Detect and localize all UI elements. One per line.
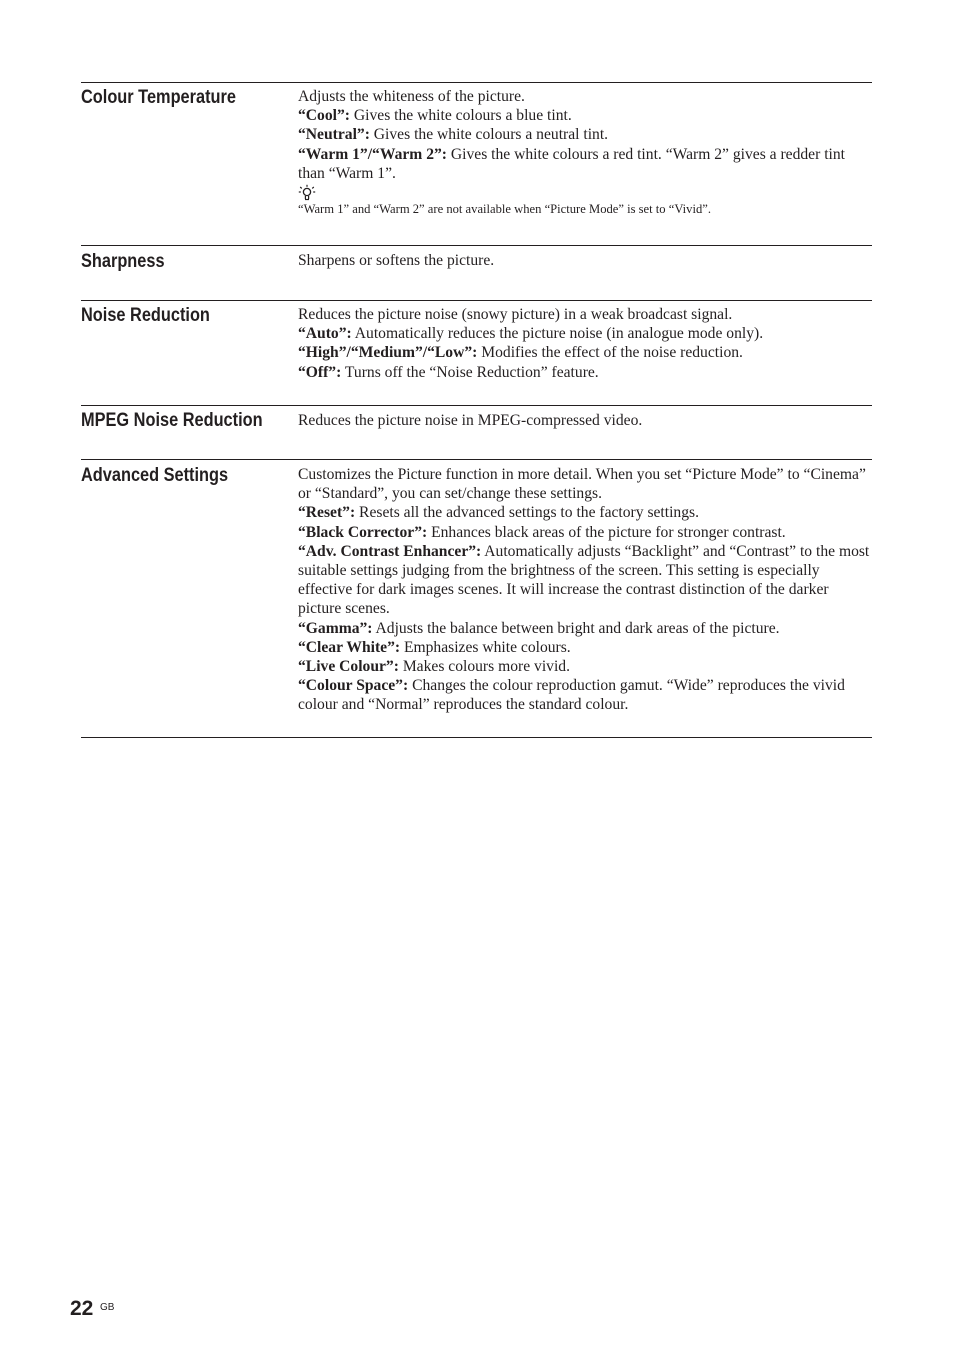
option-term: “Gamma”: (298, 619, 373, 637)
description-intro: Adjusts the whiteness of the picture. (298, 88, 525, 105)
setting-label-sharpness: Sharpness (81, 251, 165, 272)
option-line (298, 324, 872, 343)
option-text: Modifies the effect of the noise reduction. (477, 344, 743, 362)
page-language-suffix: GB (100, 1302, 115, 1313)
description-intro: Customizes the Picture function in more detail. When you set “Picture Mode” to “Cinema” or “Standard”, you can set/change these settings. (298, 466, 866, 503)
setting-label-colour-temperature: Colour Temperature (81, 87, 236, 108)
note-text: “Warm 1” and “Warm 2” are not available when “Picture Mode” is set to “Vivid”. (298, 202, 711, 217)
lightbulb-icon (298, 184, 316, 202)
option-text: Makes colours more vivid. (398, 658, 570, 676)
page-number: 22 (70, 1297, 94, 1320)
option-line (298, 542, 872, 619)
option-term: “Cool”: (298, 107, 350, 125)
option-line (298, 619, 872, 638)
option-text: Changes the colour reproduction gamut. “Wide” reproduces the vivid colour and “Normal” reproduces the standard colour. (298, 677, 845, 714)
option-term: “Clear White”: (298, 638, 401, 656)
setting-description-mpeg-noise-reduction (298, 411, 872, 430)
option-text: Automatically reduces the picture noise (in analogue mode only). (351, 325, 764, 343)
row-divider (81, 300, 872, 301)
option-text: Automatically adjusts “Backlight” and “Contrast” to the most suitable settings judging from the brightness of the screen. This setting is especially effective for dark images scenes. It will increase the contrast distinction of the darker picture scenes. (298, 542, 870, 618)
row-divider (81, 245, 872, 246)
option-term: “Adv. Contrast Enhancer”: (298, 542, 482, 560)
option-text: Emphasizes white colours. (400, 638, 571, 656)
table-bottom-rule (81, 737, 872, 738)
option-term: “Off”: (298, 363, 342, 381)
option-text: Gives the white colours a blue tint. (349, 107, 572, 125)
option-text: Turns off the “Noise Reduction” feature. (341, 363, 599, 381)
option-term: “Neutral”: (298, 126, 370, 144)
option-text: Adjusts the balance between bright and dark areas of the picture. (372, 619, 780, 637)
option-text: Resets all the advanced settings to the factory settings. (355, 504, 699, 522)
row-divider (81, 405, 872, 406)
setting-description-sharpness (298, 251, 872, 270)
description-intro: Reduces the picture noise (snowy picture) in a weak broadcast signal. (298, 306, 733, 323)
option-term: “Black Corrector”: (298, 523, 428, 541)
setting-label-noise-reduction: Noise Reduction (81, 305, 210, 326)
description-intro: Sharpens or softens the picture. (298, 252, 495, 269)
description-intro: Reduces the picture noise in MPEG-compressed video. (298, 412, 643, 429)
option-term: “High”/“Medium”/“Low”: (298, 344, 478, 362)
option-line (298, 125, 872, 144)
option-term: “Auto”: (298, 325, 352, 343)
option-term: “Live Colour”: (298, 658, 399, 676)
setting-label-advanced-settings: Advanced Settings (81, 465, 229, 486)
setting-label-mpeg-noise-reduction: MPEG Noise Reduction (81, 410, 263, 431)
setting-description-colour-temperature (298, 87, 872, 217)
option-line (298, 145, 872, 183)
option-text: Enhances black areas of the picture for stronger contrast. (427, 523, 786, 541)
option-line (298, 503, 872, 522)
option-line (298, 657, 872, 676)
option-line (298, 363, 872, 382)
row-divider (81, 459, 872, 460)
option-text: Gives the white colours a neutral tint. (369, 126, 609, 144)
option-line (298, 676, 872, 714)
option-term: “Warm 1”/“Warm 2”: (298, 145, 447, 163)
option-line (298, 106, 872, 125)
setting-description-advanced-settings (298, 465, 872, 715)
option-line (298, 343, 872, 362)
option-term: “Reset”: (298, 504, 356, 522)
row-divider (81, 82, 872, 83)
option-line (298, 523, 872, 542)
option-term: “Colour Space”: (298, 677, 409, 695)
setting-description-noise-reduction (298, 305, 872, 382)
option-line (298, 638, 872, 657)
option-text: Gives the white colours a red tint. “Warm 2” gives a redder tint than “Warm 1”. (298, 145, 845, 182)
